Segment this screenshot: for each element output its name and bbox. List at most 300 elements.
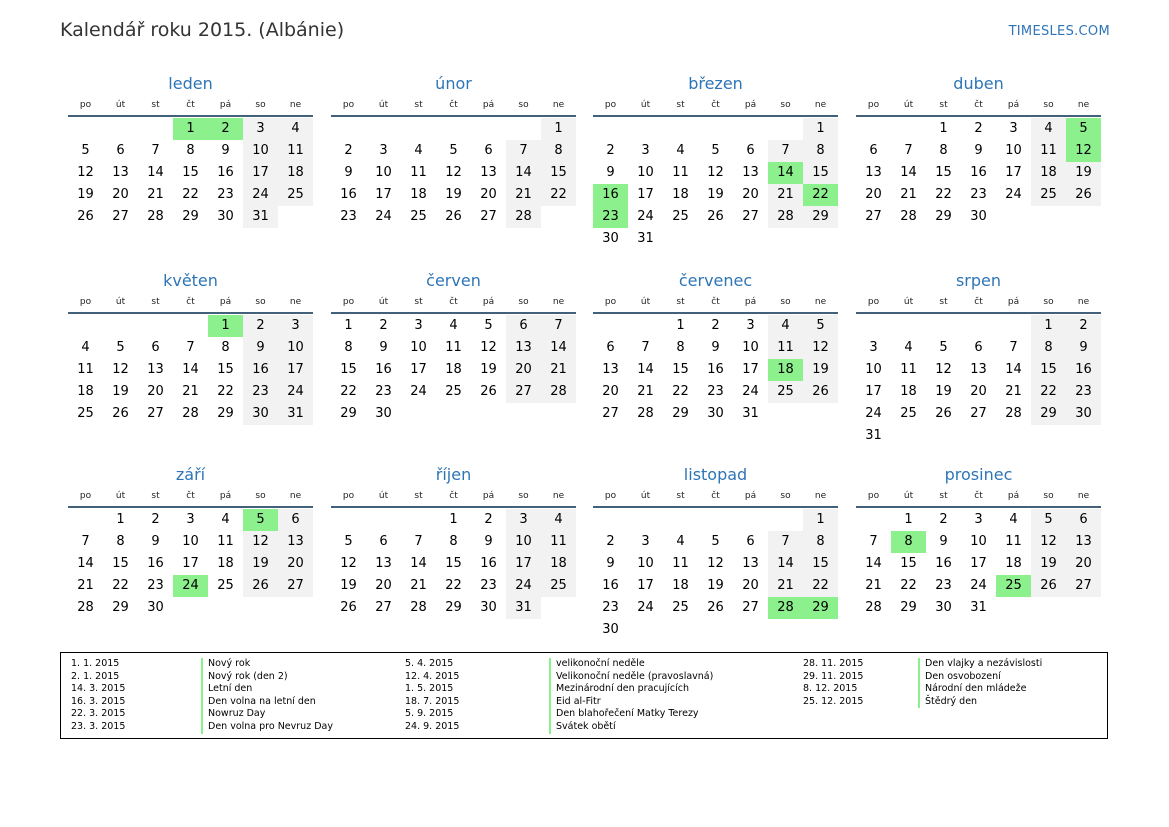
day-cell: 26	[707, 209, 724, 224]
day-cell: 22	[1031, 381, 1066, 403]
holiday-day: 25	[996, 575, 1031, 597]
day-cell: 13	[602, 362, 619, 377]
month-3	[593, 74, 838, 250]
month-name: srpen	[955, 271, 1002, 290]
legend-row	[61, 708, 1101, 721]
day-cell: 1	[116, 512, 125, 527]
weekday-label: ne	[552, 100, 565, 110]
day-cell: 11	[672, 165, 689, 180]
holiday-day: 1	[173, 118, 208, 140]
day-cell: 19	[112, 384, 129, 399]
day-cell: 26	[803, 381, 838, 403]
day-cell: 6	[746, 143, 755, 158]
weekday-label: st	[414, 297, 423, 307]
holiday-date: 28. 11. 2015	[803, 658, 864, 669]
day-cell: 5	[939, 340, 948, 355]
day-cell: 2	[1066, 315, 1101, 337]
day-cell: 9	[939, 534, 948, 549]
day-cell: 10	[637, 165, 654, 180]
day-cell: 30	[480, 600, 497, 615]
day-cell: 19	[1066, 162, 1101, 184]
day-cell: 30	[935, 600, 952, 615]
day-cell: 15	[182, 165, 199, 180]
day-cell: 2	[606, 534, 615, 549]
weekday-label: út	[903, 491, 914, 501]
weekday-label: pá	[744, 297, 757, 307]
day-cell: 11	[217, 534, 234, 549]
day-cell: 17	[182, 556, 199, 571]
day-cell: 27	[1066, 575, 1101, 597]
month-name: červenec	[678, 271, 753, 290]
day-grid	[856, 315, 1101, 447]
weekday-label: so	[780, 100, 791, 110]
weekday-label: st	[939, 100, 948, 110]
weekday-label: po	[867, 491, 880, 501]
holiday-name: Štědrý den	[918, 696, 977, 709]
day-cell: 28	[900, 209, 917, 224]
day-cell: 10	[742, 340, 759, 355]
day-cell: 14	[900, 165, 917, 180]
empty-cell	[768, 118, 803, 140]
day-cell: 19	[935, 384, 952, 399]
day-cell: 17	[375, 187, 392, 202]
day-cell: 10	[506, 531, 541, 553]
weekday-label: ne	[289, 100, 302, 110]
weekday-label: út	[640, 100, 651, 110]
empty-cell	[593, 315, 628, 337]
day-cell: 11	[445, 340, 462, 355]
day-cell: 15	[541, 162, 576, 184]
day-cell: 9	[221, 143, 230, 158]
day-cell: 15	[803, 553, 838, 575]
day-cell: 15	[445, 556, 462, 571]
day-cell: 3	[746, 318, 755, 333]
day-cell: 19	[707, 578, 724, 593]
day-cell: 9	[379, 340, 388, 355]
day-cell: 4	[541, 509, 576, 531]
day-cell: 21	[768, 575, 803, 597]
day-cell: 19	[243, 553, 278, 575]
day-cell: 14	[768, 553, 803, 575]
day-cell: 14	[77, 556, 94, 571]
holiday-legend	[60, 652, 1108, 739]
empty-cell	[68, 315, 103, 337]
weekday-label: pá	[219, 491, 232, 501]
day-cell: 6	[506, 315, 541, 337]
weekday-label: ne	[1077, 491, 1090, 501]
weekday-label: pá	[744, 491, 757, 501]
day-cell: 17	[865, 384, 882, 399]
day-cell: 12	[803, 337, 838, 359]
day-cell: 28	[147, 209, 164, 224]
header-divider	[331, 312, 576, 314]
day-cell: 8	[116, 534, 125, 549]
day-cell: 12	[480, 340, 497, 355]
day-cell: 13	[480, 165, 497, 180]
day-cell: 4	[676, 534, 685, 549]
weekday-header	[331, 491, 576, 505]
day-cell: 7	[1009, 340, 1018, 355]
day-cell: 30	[707, 406, 724, 421]
weekday-label: po	[604, 297, 617, 307]
day-cell: 2	[711, 318, 720, 333]
weekday-label: čt	[449, 100, 458, 110]
holiday-name: Den vlajky a nezávislosti	[918, 658, 1042, 671]
day-cell: 2	[344, 143, 353, 158]
day-cell: 12	[112, 362, 129, 377]
day-cell: 25	[1031, 184, 1066, 206]
day-cell: 8	[186, 143, 195, 158]
day-cell: 4	[904, 340, 913, 355]
weekday-label: so	[1043, 297, 1054, 307]
day-cell: 20	[1066, 553, 1101, 575]
holiday-day: 8	[891, 531, 926, 553]
empty-cell	[856, 118, 891, 140]
day-cell: 16	[970, 165, 987, 180]
month-name: červen	[426, 271, 481, 290]
day-cell: 11	[278, 140, 313, 162]
day-cell: 4	[278, 118, 313, 140]
day-cell: 22	[541, 184, 576, 206]
weekday-label: so	[780, 297, 791, 307]
day-cell: 3	[414, 318, 423, 333]
empty-cell	[996, 315, 1031, 337]
day-cell: 9	[606, 165, 615, 180]
day-cell: 21	[865, 578, 882, 593]
day-cell: 15	[803, 162, 838, 184]
header-divider	[856, 312, 1101, 314]
day-cell: 30	[375, 406, 392, 421]
day-cell: 2	[484, 512, 493, 527]
day-cell: 24	[278, 381, 313, 403]
day-cell: 15	[935, 165, 952, 180]
weekday-label: st	[414, 491, 423, 501]
day-cell: 13	[278, 531, 313, 553]
day-cell: 16	[375, 362, 392, 377]
header-divider	[856, 506, 1101, 508]
weekday-label: ne	[289, 491, 302, 501]
day-cell: 24	[375, 209, 392, 224]
weekday-label: pá	[482, 100, 495, 110]
day-cell: 27	[375, 600, 392, 615]
day-cell: 18	[410, 187, 427, 202]
weekday-label: čt	[449, 491, 458, 501]
day-cell: 27	[602, 406, 619, 421]
day-cell: 31	[637, 231, 654, 246]
day-cell: 9	[484, 534, 493, 549]
day-cell: 19	[77, 187, 94, 202]
holiday-name: Svátek obětí	[549, 721, 616, 734]
month-name: květen	[163, 271, 218, 290]
weekday-label: út	[378, 491, 389, 501]
day-cell: 2	[939, 512, 948, 527]
day-cell: 24	[637, 600, 654, 615]
day-cell: 16	[602, 578, 619, 593]
day-cell: 6	[1066, 509, 1101, 531]
day-cell: 22	[340, 384, 357, 399]
day-cell: 29	[217, 406, 234, 421]
day-cell: 30	[1066, 403, 1101, 425]
month-6	[331, 271, 576, 425]
day-cell: 1	[449, 512, 458, 527]
day-cell: 6	[484, 143, 493, 158]
weekday-header	[68, 491, 313, 505]
day-cell: 17	[742, 362, 759, 377]
day-cell: 13	[375, 556, 392, 571]
day-cell: 20	[970, 384, 987, 399]
day-cell: 13	[865, 165, 882, 180]
day-cell: 29	[803, 206, 838, 228]
day-cell: 23	[707, 384, 724, 399]
day-cell: 23	[243, 381, 278, 403]
day-cell: 23	[217, 187, 234, 202]
day-cell: 6	[278, 509, 313, 531]
brand-link[interactable]: TIMESLES.COM	[1008, 24, 1110, 39]
holiday-date: 23. 3. 2015	[71, 720, 126, 732]
weekday-label: po	[867, 297, 880, 307]
day-cell: 17	[637, 578, 654, 593]
day-cell: 5	[711, 534, 720, 549]
day-cell: 6	[116, 143, 125, 158]
day-cell: 28	[77, 600, 94, 615]
day-cell: 18	[217, 556, 234, 571]
holiday-date: 14. 3. 2015	[71, 683, 126, 695]
day-cell: 14	[182, 362, 199, 377]
weekday-label: čt	[186, 491, 195, 501]
month-1	[68, 74, 313, 228]
day-cell: 21	[637, 384, 654, 399]
empty-cell	[593, 509, 628, 531]
header-divider	[331, 115, 576, 117]
day-cell: 2	[974, 121, 983, 136]
day-cell: 9	[711, 340, 720, 355]
holiday-date: 12. 4. 2015	[405, 670, 460, 682]
legend-row	[61, 683, 1101, 696]
empty-cell	[698, 509, 733, 531]
day-cell: 3	[243, 118, 278, 140]
empty-cell	[768, 509, 803, 531]
day-cell: 25	[672, 600, 689, 615]
day-cell: 15	[1031, 359, 1066, 381]
weekday-label: so	[1043, 491, 1054, 501]
day-cell: 19	[340, 578, 357, 593]
day-cell: 14	[506, 162, 541, 184]
weekday-label: ne	[552, 491, 565, 501]
weekday-header	[593, 297, 838, 311]
weekday-label: čt	[711, 297, 720, 307]
weekday-label: po	[604, 100, 617, 110]
month-4	[856, 74, 1101, 228]
day-cell: 7	[768, 531, 803, 553]
day-cell: 8	[1031, 337, 1066, 359]
day-cell: 31	[243, 206, 278, 228]
day-cell: 5	[449, 143, 458, 158]
empty-cell	[733, 118, 768, 140]
day-cell: 6	[151, 340, 160, 355]
empty-cell	[663, 118, 698, 140]
empty-cell	[138, 315, 173, 337]
holiday-name: Letní den	[201, 683, 252, 696]
day-cell: 9	[151, 534, 160, 549]
day-cell: 15	[340, 362, 357, 377]
day-cell: 16	[217, 165, 234, 180]
day-cell: 31	[742, 406, 759, 421]
day-cell: 12	[77, 165, 94, 180]
day-cell: 11	[1005, 534, 1022, 549]
day-cell: 31	[278, 403, 313, 425]
day-cell: 10	[637, 556, 654, 571]
day-cell: 21	[77, 578, 94, 593]
day-cell: 4	[449, 318, 458, 333]
day-cell: 22	[112, 578, 129, 593]
month-name: leden	[168, 74, 213, 93]
day-cell: 8	[541, 140, 576, 162]
weekday-label: so	[518, 100, 529, 110]
day-cell: 3	[641, 534, 650, 549]
empty-cell	[68, 118, 103, 140]
holiday-date: 18. 7. 2015	[405, 695, 460, 707]
day-cell: 22	[672, 384, 689, 399]
day-cell: 27	[278, 575, 313, 597]
month-5	[68, 271, 313, 425]
month-name: říjen	[435, 465, 472, 484]
day-cell: 3	[278, 315, 313, 337]
day-grid	[593, 509, 838, 641]
day-cell: 17	[243, 162, 278, 184]
day-cell: 5	[484, 318, 493, 333]
month-name: prosinec	[944, 465, 1013, 484]
day-cell: 26	[1066, 184, 1101, 206]
weekday-label: st	[151, 100, 160, 110]
day-cell: 1	[344, 318, 353, 333]
holiday-name: Den blahořečení Matky Terezy	[549, 708, 699, 721]
day-cell: 16	[935, 556, 952, 571]
day-cell: 25	[541, 575, 576, 597]
holiday-date: 22. 3. 2015	[71, 708, 126, 720]
page-title: Kalendář roku 2015. (Albánie)	[60, 19, 345, 41]
weekday-label: pá	[1007, 491, 1020, 501]
day-cell: 1	[1031, 315, 1066, 337]
empty-cell	[926, 315, 961, 337]
weekday-label: po	[79, 491, 92, 501]
day-cell: 29	[672, 406, 689, 421]
day-cell: 11	[541, 531, 576, 553]
day-cell: 7	[506, 140, 541, 162]
day-cell: 31	[506, 597, 541, 619]
day-cell: 9	[606, 556, 615, 571]
weekday-label: čt	[186, 297, 195, 307]
day-cell: 12	[1031, 531, 1066, 553]
day-cell: 24	[1005, 187, 1022, 202]
day-cell: 13	[112, 165, 129, 180]
day-cell: 12	[243, 531, 278, 553]
day-cell: 30	[602, 231, 619, 246]
weekday-label: út	[903, 297, 914, 307]
day-cell: 26	[340, 600, 357, 615]
day-cell: 2	[151, 512, 160, 527]
holiday-date: 8. 12. 2015	[803, 683, 858, 695]
empty-cell	[628, 509, 663, 531]
day-cell: 21	[768, 184, 803, 206]
weekday-header	[68, 100, 313, 114]
day-cell: 25	[672, 209, 689, 224]
day-cell: 9	[974, 143, 983, 158]
empty-cell	[471, 118, 506, 140]
day-cell: 18	[1031, 162, 1066, 184]
day-cell: 23	[480, 578, 497, 593]
day-cell: 21	[147, 187, 164, 202]
day-cell: 7	[186, 340, 195, 355]
day-cell: 17	[410, 362, 427, 377]
day-cell: 23	[147, 578, 164, 593]
day-cell: 22	[935, 187, 952, 202]
day-cell: 12	[340, 556, 357, 571]
day-cell: 28	[182, 406, 199, 421]
holiday-day: 14	[768, 162, 803, 184]
day-cell: 25	[278, 184, 313, 206]
weekday-label: st	[676, 100, 685, 110]
day-cell: 11	[768, 337, 803, 359]
day-cell: 23	[935, 578, 952, 593]
day-cell: 29	[900, 600, 917, 615]
empty-cell	[366, 118, 401, 140]
weekday-label: čt	[711, 491, 720, 501]
holiday-day: 18	[768, 359, 803, 381]
day-cell: 22	[445, 578, 462, 593]
day-cell: 24	[970, 578, 987, 593]
day-cell: 4	[676, 143, 685, 158]
weekday-label: čt	[974, 297, 983, 307]
holiday-name: Nowruz Day	[201, 708, 265, 721]
day-cell: 5	[81, 143, 90, 158]
day-cell: 5	[116, 340, 125, 355]
day-cell: 14	[147, 165, 164, 180]
empty-cell	[436, 118, 471, 140]
header-divider	[593, 506, 838, 508]
day-grid	[331, 509, 576, 619]
day-cell: 13	[147, 362, 164, 377]
weekday-label: út	[640, 297, 651, 307]
day-cell: 31	[970, 600, 987, 615]
weekday-label: út	[378, 297, 389, 307]
holiday-name: Nový rok (den 2)	[201, 671, 288, 684]
day-cell: 26	[112, 406, 129, 421]
day-cell: 23	[1066, 381, 1101, 403]
day-cell: 28	[541, 381, 576, 403]
holiday-day: 5	[1066, 118, 1101, 140]
month-7	[593, 271, 838, 425]
day-cell: 2	[379, 318, 388, 333]
day-cell: 30	[970, 209, 987, 224]
empty-cell	[891, 315, 926, 337]
empty-cell	[103, 118, 138, 140]
header-divider	[68, 312, 313, 314]
day-cell: 17	[970, 556, 987, 571]
header-divider	[68, 115, 313, 117]
day-grid	[331, 315, 576, 425]
day-cell: 25	[768, 381, 803, 403]
day-cell: 23	[970, 187, 987, 202]
empty-cell	[173, 315, 208, 337]
day-cell: 13	[742, 556, 759, 571]
day-cell: 19	[803, 359, 838, 381]
weekday-label: ne	[1077, 100, 1090, 110]
header-divider	[331, 506, 576, 508]
day-cell: 2	[606, 143, 615, 158]
weekday-label: út	[115, 100, 126, 110]
day-cell: 24	[742, 384, 759, 399]
legend-row	[61, 671, 1101, 684]
